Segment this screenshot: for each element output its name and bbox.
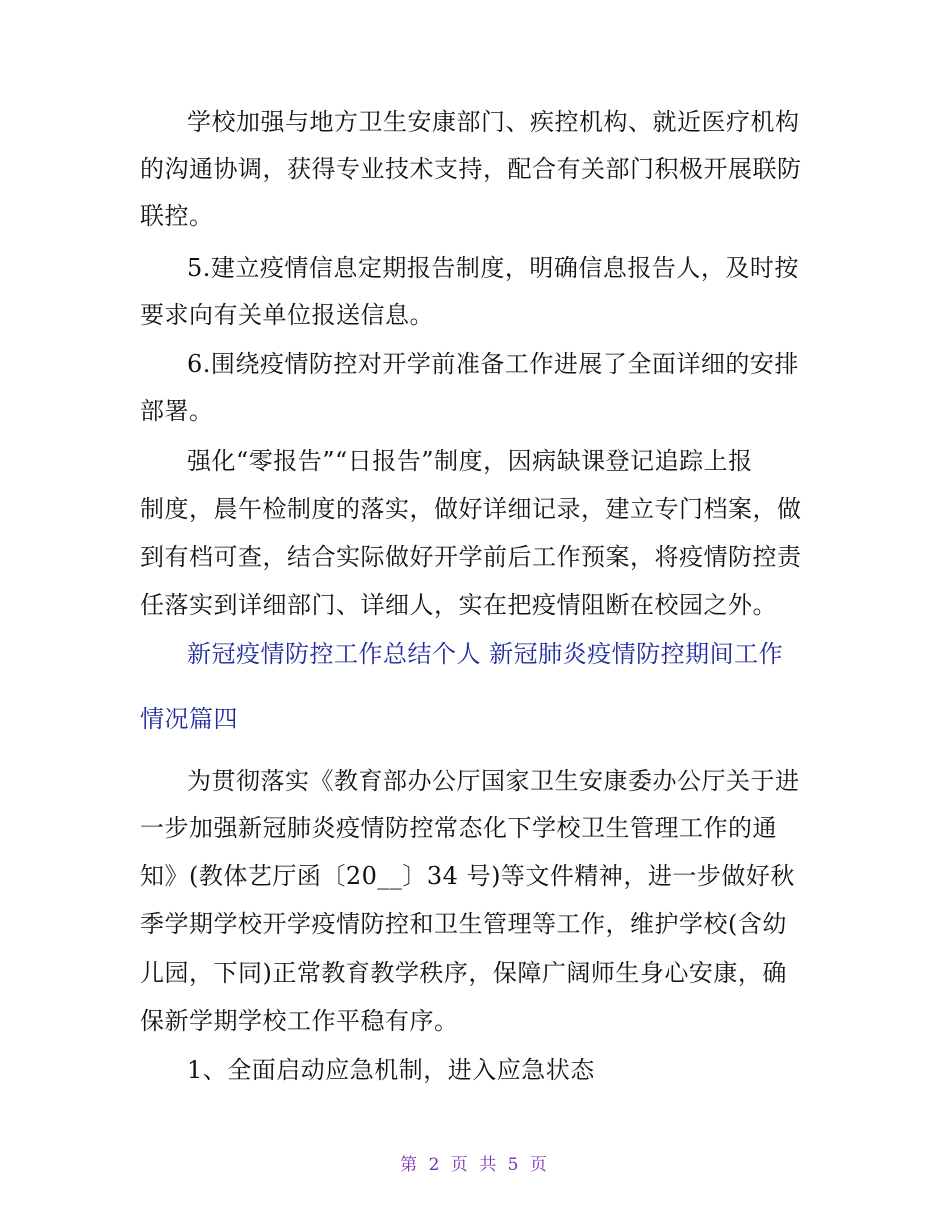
paragraph-line: 联控。	[140, 202, 214, 230]
page-number-footer: 第 2 页 共 5 页	[400, 1155, 550, 1175]
paragraph-line: 保新学期学校工作平稳有序。	[140, 1007, 459, 1035]
paragraph-line: 到有档可查，结合实际做好开学前后工作预案，将疫情防控责	[140, 543, 802, 571]
paragraph-line: 季学期学校开学疫情防控和卫生管理等工作，维护学校(含幼	[140, 910, 787, 938]
paragraph-line: 要求向有关单位报送信息。	[140, 301, 434, 329]
heading-link-line2[interactable]: 情况篇四	[140, 705, 238, 733]
paragraph-line: 知》(教体艺厅函〔20__〕34 号)等文件精神，进一步做好秋	[140, 862, 795, 890]
paragraph-line: 1、全面启动应急机制，进入应急状态	[187, 1056, 595, 1084]
paragraph-line: 任落实到详细部门、详细人，实在把疫情阻断在校园之外。	[140, 591, 777, 619]
paragraph-line: 学校加强与地方卫生安康部门、疾控机构、就近医疗机构	[187, 108, 800, 136]
paragraph-line: 6.围绕疫情防控对开学前准备工作进展了全面详细的安排	[187, 350, 799, 378]
paragraph-line: 5.建立疫情信息定期报告制度，明确信息报告人，及时按	[187, 254, 799, 282]
heading-link-line1[interactable]: 新冠疫情防控工作总结个人 新冠肺炎疫情防控期间工作	[187, 640, 784, 668]
paragraph-line: 部署。	[140, 397, 214, 425]
paragraph-line: 儿园，下同)正常教育教学秩序，保障广阔师生身心安康，确	[140, 959, 787, 987]
paragraph-line: 强化“零报告”“日报告”制度，因病缺课登记追踪上报	[187, 447, 753, 475]
paragraph-line: 为贯彻落实《教育部办公厅国家卫生安康委办公厅关于进	[187, 767, 800, 795]
paragraph-line: 的沟通协调，获得专业技术支持，配合有关部门积极开展联防	[140, 155, 802, 183]
paragraph-line: 制度，晨午检制度的落实，做好详细记录，建立专门档案，做	[140, 495, 802, 523]
paragraph-line: 一步加强新冠肺炎疫情防控常态化下学校卫生管理工作的通	[140, 814, 777, 842]
